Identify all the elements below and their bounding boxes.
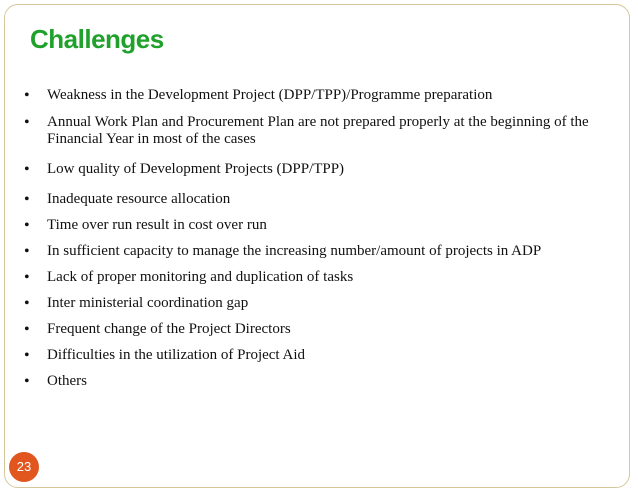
bullet-text: Frequent change of the Project Directors (47, 321, 291, 337)
bullet-item (20, 243, 624, 260)
bullet-text: Inter ministerial coordination gap (47, 295, 249, 311)
bullet-item (20, 347, 624, 364)
bullet-dot-icon: • (24, 321, 30, 338)
bullet-item (20, 114, 624, 148)
bullet-text: Others (47, 373, 87, 389)
bullet-text: Inadequate resource allocation (47, 191, 231, 207)
bullet-text: Difficulties in the utilization of Project Aid (47, 347, 306, 363)
bullet-dot-icon: • (24, 87, 30, 104)
bullet-dot-icon: • (24, 217, 30, 234)
bullet-item (20, 295, 624, 312)
bullet-dot-icon: • (24, 347, 30, 364)
bullet-dot-icon: • (24, 269, 30, 286)
bullet-text: Time over run result in cost over run (47, 217, 267, 233)
bullet-item (20, 217, 624, 234)
bullet-list (20, 87, 624, 390)
slide-number-badge: 23 (9, 452, 39, 482)
bullet-item (20, 373, 624, 390)
bullet-dot-icon: • (24, 295, 30, 312)
bullet-item (20, 321, 624, 338)
bullet-text: In sufficient capacity to manage the increasing number/amount of projects in ADP (47, 243, 542, 259)
bullet-text: Low quality of Development Projects (DPP/TPP) (47, 161, 345, 177)
bullet-dot-icon: • (24, 373, 30, 390)
bullet-item (20, 161, 624, 178)
bullet-item (20, 269, 624, 286)
bullet-item (20, 191, 624, 208)
bullet-dot-icon: • (24, 161, 30, 178)
bullet-item (20, 87, 624, 104)
bullet-dot-icon: • (24, 243, 30, 260)
bullet-text: Annual Work Plan and Procurement Plan are not prepared properly at the beginning of the Financial Year in most of the cases (47, 114, 589, 147)
bullet-text: Weakness in the Development Project (DPP/TPP)/Programme preparation (47, 87, 493, 103)
slide-title: Challenges (30, 24, 164, 54)
bullet-dot-icon: • (24, 114, 30, 131)
bullet-dot-icon: • (24, 191, 30, 208)
bullet-text: Lack of proper monitoring and duplication of tasks (47, 269, 354, 285)
